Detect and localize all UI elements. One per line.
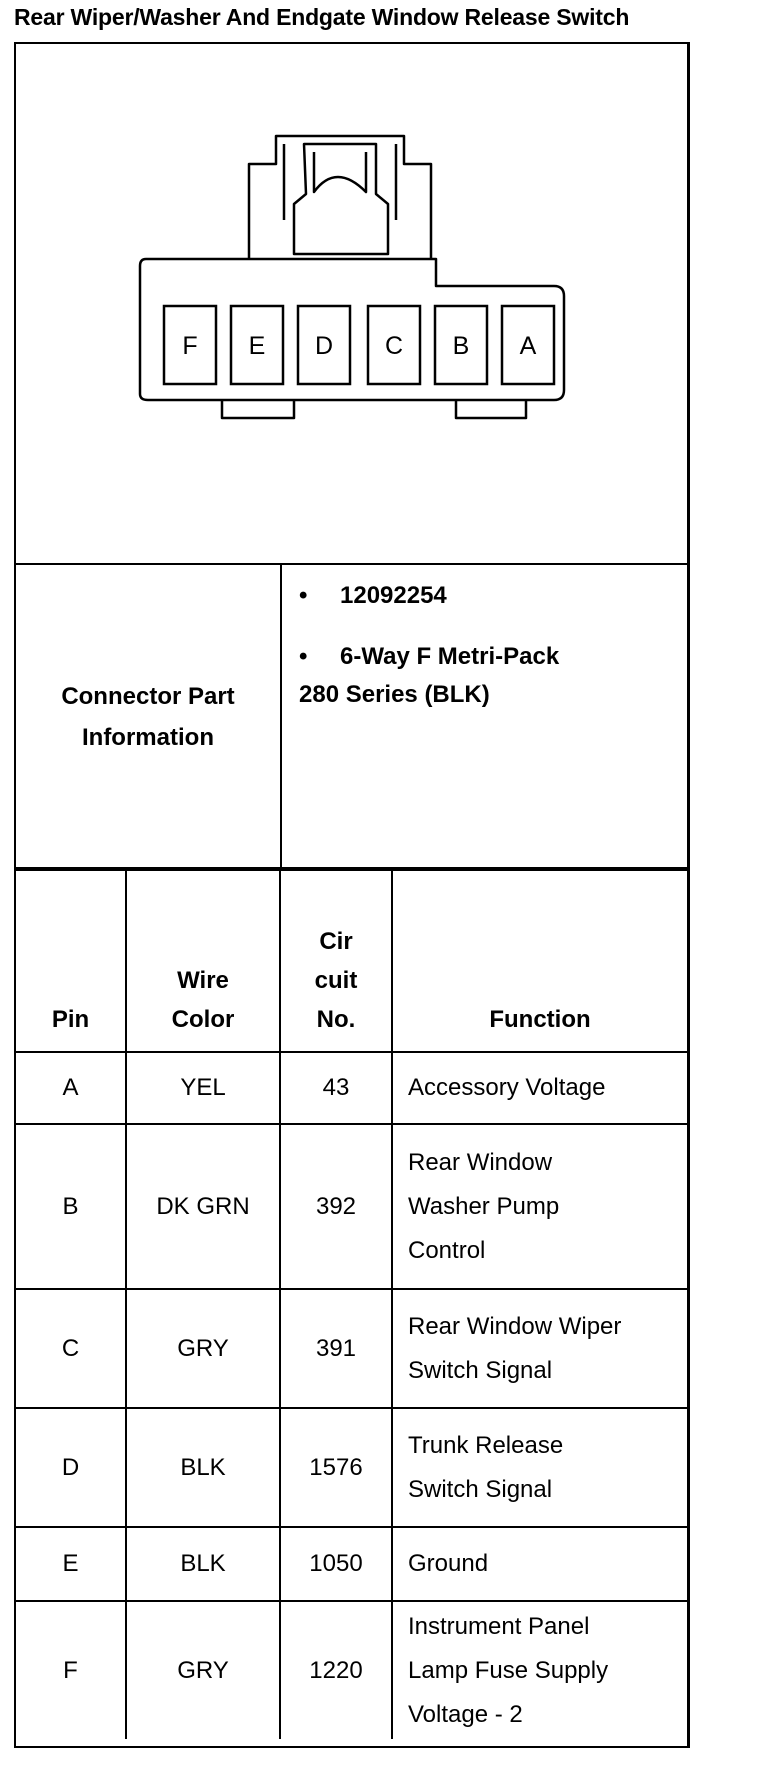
pin-table (16, 869, 687, 1739)
part-desc-item (299, 638, 559, 714)
header-pin: Pin (16, 870, 126, 1052)
pin-letter-b: B (452, 332, 470, 360)
function-cell (392, 1052, 687, 1124)
function-line: Switch Signal (408, 1356, 553, 1384)
function-line: Washer Pump (408, 1192, 560, 1220)
connector-face-drawing (16, 44, 688, 563)
table-row (16, 1052, 687, 1124)
function-cell (392, 1124, 687, 1289)
connector-foot-right (456, 400, 526, 418)
pin-cell: B (16, 1124, 126, 1289)
table-row (16, 1527, 687, 1601)
part-number-item (299, 577, 447, 615)
wire-color-cell: BLK (126, 1527, 280, 1601)
function-cell (392, 1289, 687, 1408)
table-header-row (16, 870, 687, 1052)
function-line: Rear Window Wiper (408, 1312, 622, 1340)
part-desc-line2: 280 Series (BLK) (299, 681, 490, 708)
table-row (16, 1289, 687, 1408)
connector-table-frame (14, 42, 690, 1748)
bullet: • (299, 643, 308, 670)
function-line: Switch Signal (408, 1475, 553, 1503)
circuit-number-cell: 391 (280, 1289, 392, 1408)
wire-color-cell: YEL (126, 1052, 280, 1124)
wire-color-cell: BLK (126, 1408, 280, 1527)
circuit-number-cell: 1220 (280, 1601, 392, 1739)
circuit-number-cell: 43 (280, 1052, 392, 1124)
table-row (16, 1408, 687, 1527)
pin-cell: F (16, 1601, 126, 1739)
latch-arm-left (284, 144, 366, 220)
pin-table-body (16, 1052, 687, 1739)
function-line: Lamp Fuse Supply (408, 1656, 609, 1684)
latch-housing (249, 136, 431, 259)
pin-cell: A (16, 1052, 126, 1124)
part-info-label-line1: Connector Part (61, 683, 235, 710)
pin-cavities (164, 306, 554, 384)
connector-diagram (16, 44, 687, 565)
function-line: Voltage - 2 (408, 1700, 523, 1728)
wire-color-cell: DK GRN (126, 1124, 280, 1289)
part-info-label-line2: Information (81, 724, 214, 751)
header-circuit-line1: Cir (319, 928, 353, 955)
pin-cell: D (16, 1408, 126, 1527)
header-circuit-no (280, 870, 392, 1052)
function-cell (392, 1527, 687, 1601)
page-title: Rear Wiper/Washer And Endgate Window Release Switch (14, 4, 630, 30)
circuit-number-cell: 392 (280, 1124, 392, 1289)
connector-part-info (16, 565, 687, 869)
header-circuit-line2: cuit (314, 967, 358, 994)
function-cell (392, 1601, 687, 1739)
header-circuit-line3: No. (316, 1006, 356, 1033)
pin-cell: C (16, 1289, 126, 1408)
table-row (16, 1124, 687, 1289)
part-info-label (16, 565, 282, 867)
function-line: Ground (408, 1550, 489, 1577)
pin-letter-c: C (384, 332, 404, 360)
header-function: Function (392, 870, 687, 1052)
bullet: • (299, 582, 308, 609)
function-line: Instrument Panel (408, 1612, 590, 1640)
connector-body (140, 259, 564, 400)
part-info-values (282, 565, 687, 867)
function-line: Trunk Release (408, 1431, 564, 1459)
pin-letter-d: D (314, 332, 334, 360)
function-cell (392, 1408, 687, 1527)
header-wire-color (126, 870, 280, 1052)
wire-color-cell: GRY (126, 1289, 280, 1408)
pin-letter-e: E (248, 332, 266, 360)
table-row (16, 1601, 687, 1739)
function-line: Rear Window (408, 1148, 553, 1176)
header-wire-color-line2: Color (171, 1006, 235, 1033)
circuit-number-cell: 1050 (280, 1527, 392, 1601)
part-number: 12092254 (340, 582, 447, 609)
part-desc-line1: 6-Way F Metri-Pack (340, 643, 560, 670)
circuit-number-cell: 1576 (280, 1408, 392, 1527)
connector-foot-left (222, 400, 294, 418)
wire-color-cell: GRY (126, 1601, 280, 1739)
pin-cell: E (16, 1527, 126, 1601)
function-line: Accessory Voltage (408, 1074, 606, 1101)
pin-letter-a: A (519, 332, 537, 360)
latch-tab (294, 144, 388, 254)
header-wire-color-line1: Wire (177, 967, 229, 994)
pin-letter-f: F (182, 332, 198, 360)
function-line: Control (408, 1236, 486, 1264)
